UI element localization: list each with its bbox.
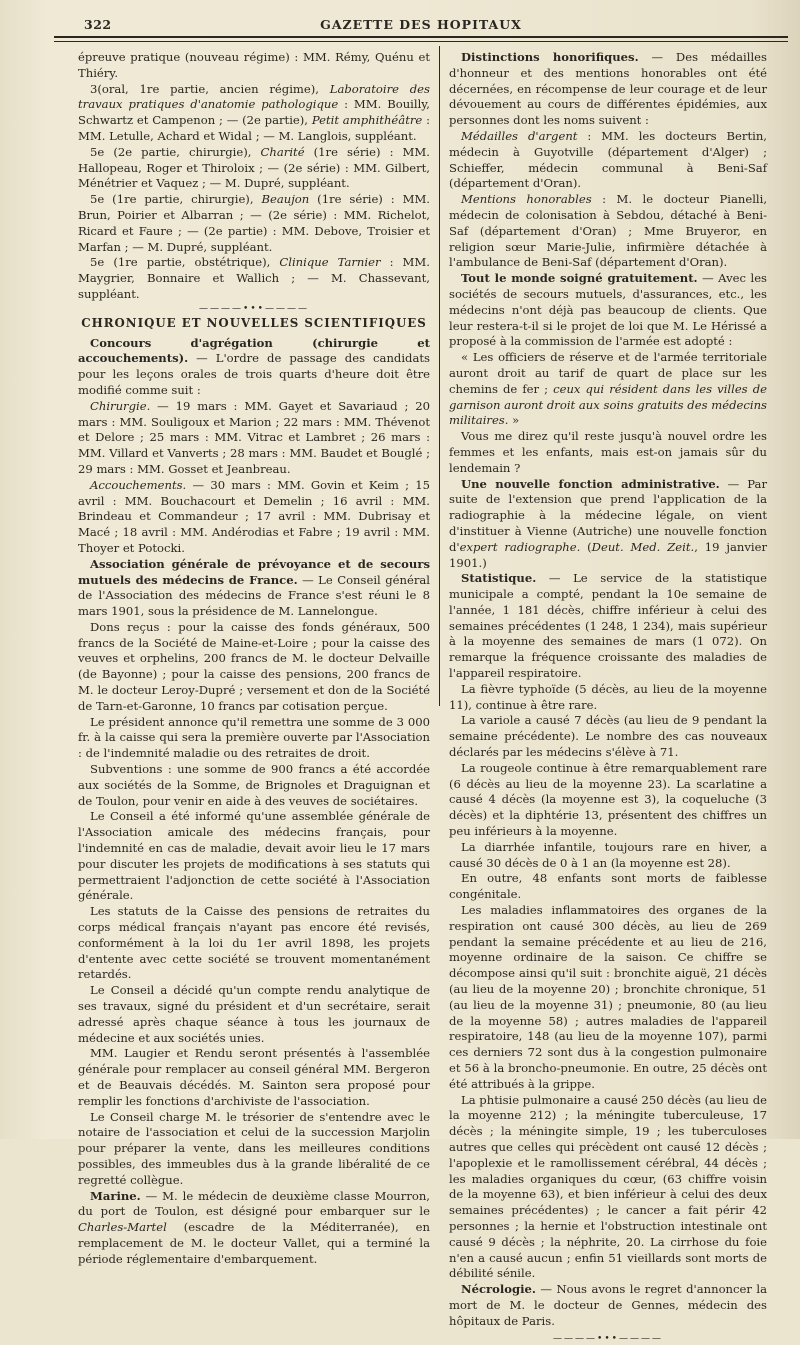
fonction-source: Deut. Med. Zeit.	[591, 539, 695, 554]
marine-rest: (escadre de la Méditerranée), en remplacement de M. le docteur Vallet, qui a terminé la période réglementaire d'embarquement.	[78, 1220, 430, 1266]
fievre-paragraph: La fièvre typhoïde (5 décès, au lieu de la moyenne 11), continue à être rare.	[449, 681, 767, 712]
exam-5c-number: 5e	[90, 255, 105, 270]
fonction-paragraph	[449, 477, 767, 572]
rougeole-paragraph: La rougeole continue à être remarquablement rare (6 décès au lieu de la moyenne 23). La scarlatine a causé 4 décès (la moyenne est 3), la coqueluche (3 décès) et la diphtérie 13, présentent des chiffres un peu inférieurs à la moyenne.	[449, 760, 767, 839]
mentions-text: : M. le docteur Pianelli, médecin de colonisation à Sebdou, détaché à Beni-Saf (département d'Oran) ; Mme Bruyeror, en religion sœur Marie-Julie, infirmière détachée à l'ambulance de Beni-Saf (département d'Oran).	[449, 192, 768, 270]
exam-paragraph-5a	[78, 145, 430, 192]
exam-5a-rest: (1re série) : MM. Hallopeau, Roger et Thiroloix ; — (2e série) : MM. Gilbert, Ménétrier et Vaquez ; — M. Dupré, suppléant.	[78, 144, 430, 191]
header-rule-thick	[54, 36, 788, 38]
exam-intro: épreuve pratique (nouveau régime) : MM. Rémy, Quénu et Thiéry.	[78, 50, 430, 80]
exam-3-location-2: Petit amphithéâtre	[311, 113, 423, 128]
statistique-paragraph	[449, 571, 767, 682]
exam-5a-number: 5e	[90, 144, 105, 159]
exam-3-rest-2: : MM. Letulle, Achard et Widal ; — M. Langlois, suppléant.	[78, 113, 430, 143]
association-paragraph	[78, 557, 430, 620]
marine-text: — M. le médecin de deuxième classe Mourron, du port de Toulon, est désigné pour embarquer sur le	[78, 1188, 430, 1219]
outre-paragraph: En outre, 48 enfants sont morts de faiblesse congénitale.	[449, 871, 767, 902]
left-column	[78, 50, 430, 1268]
vous-paragraph: Vous me direz qu'il reste jusqu'à nouvel ordre les femmes et les enfants, mais est-on jamais sûr du lendemain ?	[449, 429, 767, 475]
exam-5a-text: (2e partie, chirurgie),	[104, 144, 261, 159]
exam-3-location: Laboratoire des travaux pratiques d'anatomie pathologique	[78, 81, 430, 112]
fonction-italic: expert radiographe	[459, 539, 577, 554]
exam-5b-rest: (1re série) : MM. Brun, Poirier et Albarran ; — (2e série) : MM. Richelot, Ricard et Faure ; — (2e partie) : MM. Debove, Troisier et Marfan ; — M. Dupré, suppléant.	[78, 192, 430, 254]
page-number: 322	[84, 17, 112, 32]
concours-title: Concours d'agrégation (chirurgie et accouchements).	[78, 335, 430, 366]
argent-text: : MM. les docteurs Bertin, médecin à Guyotville (département d'Alger) ; Schieffer, médecin communal à Beni-Saf (département d'Oran).	[449, 128, 767, 191]
journal-title: GAZETTE DES HOPITAUX	[320, 17, 522, 32]
conseil-paragraph-1: Le Conseil a été informé qu'une assemblée générale de l'Association amicale des médecins français, pour l'indemnité en cas de maladie, devait avoir lieu le 17 mars pour discuter les projets de modifications à ses statuts qui permettraient l'adjonction de cette société à l'Association générale.	[78, 809, 430, 903]
concours-paragraph	[78, 336, 430, 399]
marine-ship: Charles-Martel	[78, 1220, 167, 1235]
tout-le-monde-title: Tout le monde soigné gratuitement.	[461, 271, 698, 286]
dons-paragraph: Dons reçus : pour la caisse des fonds généraux, 500 francs de la Société de Maine-et-Loire ; pour la caisse des veuves et orphelins, 200 francs de M. le docteur Delvaille (de Bayonne) ; pour la caisse des pensions, 200 francs de M. le docteur Leroy-Dupré ; versement et don de la Société de Tarn-et-Garonne, 10 francs par cotisation perçue.	[78, 619, 430, 713]
distinctions-text: — Des médailles d'honneur et des mentions honorables ont été décernées, en récompense de leur courage et de leur dévouement au cours de différentes épidémies, aux personnes dont les noms suivent :	[449, 50, 767, 128]
chirurgie-paragraph	[78, 399, 430, 478]
distinctions-title: Distinctions honorifiques.	[461, 50, 639, 64]
exam-5c-text: (1re partie, obstétrique),	[104, 255, 280, 270]
exam-3-number: 3	[90, 81, 98, 96]
necrologie-text: — Nous avons le regret d'annoncer la mort de M. le docteur de Gennes, médecin des hôpitaux de Paris.	[449, 1282, 767, 1328]
exam-3-text: (oral, 1re partie, ancien régime),	[97, 81, 330, 96]
chirurgie-text: — 19 mars : MM. Gayet et Savariaud ; 20 mars : MM. Souligoux et Marion ; 22 mars : MM. Thévenot et Delore ; 25 mars : MM. Vitrac et Lambret ; 26 mars : MM. Villard et Vanverts ; 28 mars : MM. Baudet et Bouglé ; 29 mars : MM. Gosset et Jeanbreau.	[78, 398, 430, 476]
bottom-separator: ————•••————	[553, 1333, 663, 1344]
column-divider	[439, 46, 440, 706]
necrologie-title: Nécrologie.	[461, 1282, 536, 1297]
quote-paragraph	[449, 350, 767, 429]
association-text: — Le Conseil général de l'Association des médecins de France s'est réuni le 8 mars 1901, sous la présidence de M. Lannelongue.	[78, 572, 430, 619]
section-separator: ————•••————	[199, 303, 309, 314]
tout-le-monde-text: — Avec les sociétés de secours mutuels, d'assurances, etc., les médecins n'ont déjà pas beaucoup de clients. Que leur restera-t-il si le projet de loi que M. Le Hérissé a proposé à la commission de l'armée est adopté :	[449, 271, 767, 349]
exam-paragraph-3	[78, 82, 430, 145]
quote-text: « Les officiers de réserve et de l'armée territoriale auront droit au tarif de quart de place sur les chemins de fer ;	[449, 350, 767, 396]
mentions-label: Mentions honorables	[461, 192, 592, 207]
argent-label: Médailles d'argent	[461, 128, 578, 143]
association-title: Association générale de prévoyance et de secours mutuels des médecins de France.	[78, 556, 430, 587]
section-title: CHRONIQUE ET NOUVELLES SCIENTIFIQUES	[81, 315, 427, 330]
marine-paragraph	[78, 1189, 430, 1268]
laugier-paragraph: MM. Laugier et Rendu seront présentés à l'assemblée générale pour remplacer au conseil général MM. Bergeron et de Beauvais décédés. M. Sainton sera proposé pour remplir les fonctions d'archiviste de l'association.	[78, 1046, 430, 1108]
necrologie-paragraph	[449, 1282, 767, 1329]
exam-5b-text: (1re partie, chirurgie),	[104, 192, 262, 207]
accouchements-paragraph	[78, 478, 430, 557]
diarrhee-paragraph: La diarrhée infantile, toujours rare en hiver, a causé 30 décès de 0 à 1 an (la moyenne est 28).	[449, 839, 767, 870]
statistique-text: — Le service de la statistique municipale a compté, pendant la 10e semaine de l'année, 1 181 décès, chiffre inférieur à celui des semaines précédentes (1 248, 1 234), mais supérieur à la moyenne des semaines de mars (1 072). On remarque la fréquence croissante des maladies de l'appareil respiratoire.	[449, 571, 767, 681]
accouchements-label: Accouchements.	[90, 477, 187, 492]
phtisie-paragraph: La phtisie pulmonaire a causé 250 décès (au lieu de la moyenne 212) ; la méningite tuberculeuse, 17 décès ; la méningite simple, 19 ; les tuberculoses autres que celles qui précèdent ont causé 12 décès ; l'apoplexie et le ramollissement cérébral, 44 décès ; les maladies organiques du cœur, (63 chiffre voisin de la moyenne 63), et bien inférieur à celui des deux semaines précédentes) ; le cancer a fait périr 42 personnes ; la hernie et l'obstruction intestinale ont causé 9 décès ; la néphrite, 20. La cirrhose du foie n'en a causé aucun ; enfin 51 vieillards sont morts de débilité sénile.	[449, 1092, 767, 1281]
right-column	[449, 50, 767, 1345]
subventions-paragraph: Subventions : une somme de 900 francs a été accordée aux sociétés de la Somme, de Brignoles et Draguignan et de Toulon, pour venir en aide à des veuves de sociétaires.	[78, 762, 430, 808]
statistique-title: Statistique.	[461, 571, 537, 586]
argent-paragraph	[449, 129, 767, 192]
chirurgie-label: Chirurgie.	[90, 398, 151, 413]
mentions-paragraph	[449, 192, 767, 271]
exam-5c-location: Clinique Tarnier	[279, 255, 381, 270]
fonction-title: Une nouvelle fonction administrative.	[461, 476, 720, 491]
quote-italic: ceux qui résident dans les villes de garnison auront droit aux soins gratuits des médecins militaires.	[449, 381, 767, 428]
fonction-date: , 19 janvier 1901.)	[449, 539, 768, 570]
statuts-paragraph: Les statuts de la Caisse des pensions de retraites du corps médical français n'ayant pas encore été revisés, conformément à la loi du 1er avril 1898, les projets d'entente avec cette société se trouvent momentanément retardés.	[78, 904, 430, 982]
exam-3-rest: : MM. Bouilly, Schwartz et Campenon ; — (2e partie),	[78, 97, 430, 128]
exam-paragraph-5c	[78, 255, 430, 302]
conseil-paragraph-2: Le Conseil a décidé qu'un compte rendu analytique de ses travaux, signé du président et d'un secrétaire, serait adressé après chaque séance à tous les journaux de médecine et aux sociétés unies.	[78, 983, 430, 1045]
fonction-text: — Par suite de l'extension que prend l'application de la radiographie à la médecine légale, on vient d'instituer à Vienne (Autriche) une nouvelle fonction d'	[449, 476, 767, 554]
conseil-paragraph-3: Le Conseil charge M. le trésorier de s'entendre avec le notaire de l'association et celui de la succession Marjolin pour préparer la vente, dans les meilleures conditions possibles, des immeubles dus à la grande libéralité de ce regretté collègue.	[78, 1109, 430, 1187]
header-rule-thin	[54, 41, 788, 42]
concours-text: — L'ordre de passage des candidats pour les leçons orales de trois quarts d'heure doit être modifié comme suit :	[78, 351, 430, 397]
exam-5a-location: Charité	[260, 144, 305, 159]
fonction-rest: . (	[576, 539, 592, 554]
exam-5c-rest: : MM. Maygrier, Bonnaire et Wallich ; — M. Chassevant, suppléant.	[78, 255, 430, 301]
variole-paragraph: La variole a causé 7 décès (au lieu de 9 pendant la semaine précédente). Le nombre des cas nouveaux déclarés par les médecins s'élève à 71.	[449, 713, 767, 760]
president-paragraph: Le président annonce qu'il remettra une somme de 3 000 fr. à la caisse qui sera la première ouverte par l'Association : de l'indemnité maladie ou des retraites de droit.	[78, 714, 430, 761]
exam-5b-location: Beaujon	[261, 192, 310, 207]
accouchements-text: — 30 mars : MM. Govin et Keim ; 15 avril : MM. Bouchacourt et Demelin ; 16 avril : MM. Brindeau et Commandeur ; 17 avril : MM. Dubrisay et Macé ; 18 avril : MM. Andérodias et Fabre ; 19 avril : MM. Thoyer et Potocki.	[78, 477, 430, 555]
quote-end: »	[508, 413, 520, 428]
inflammatoires-paragraph: Les maladies inflammatoires des organes de la respiration ont causé 300 décès, au lieu de 269 pendant la semaine précédente et au lieu de 216, moyenne ordinaire de la saison. Ce chiffre se décompose ainsi qu'il suit : bronchite aiguë, 21 décès (au lieu de la moyenne 20) ; bronchite chronique, 51 (au lieu de la moyenne 31) ; pneumonie, 80 (au lieu de la moyenne 58) ; autres maladies de l'appareil respiratoire, 148 (au lieu de la moyenne 107), parmi ces derniers 72 sont dus à la congestion pulmonaire et 56 à la broncho-pneumonie. En outre, 25 décès ont été attribués à la grippe.	[449, 903, 767, 1091]
distinctions-paragraph	[449, 50, 767, 129]
tout-le-monde-paragraph	[449, 271, 767, 350]
exam-5b-number: 5e	[90, 192, 105, 207]
marine-title: Marine.	[90, 1188, 141, 1203]
exam-paragraph-5b	[78, 192, 430, 255]
